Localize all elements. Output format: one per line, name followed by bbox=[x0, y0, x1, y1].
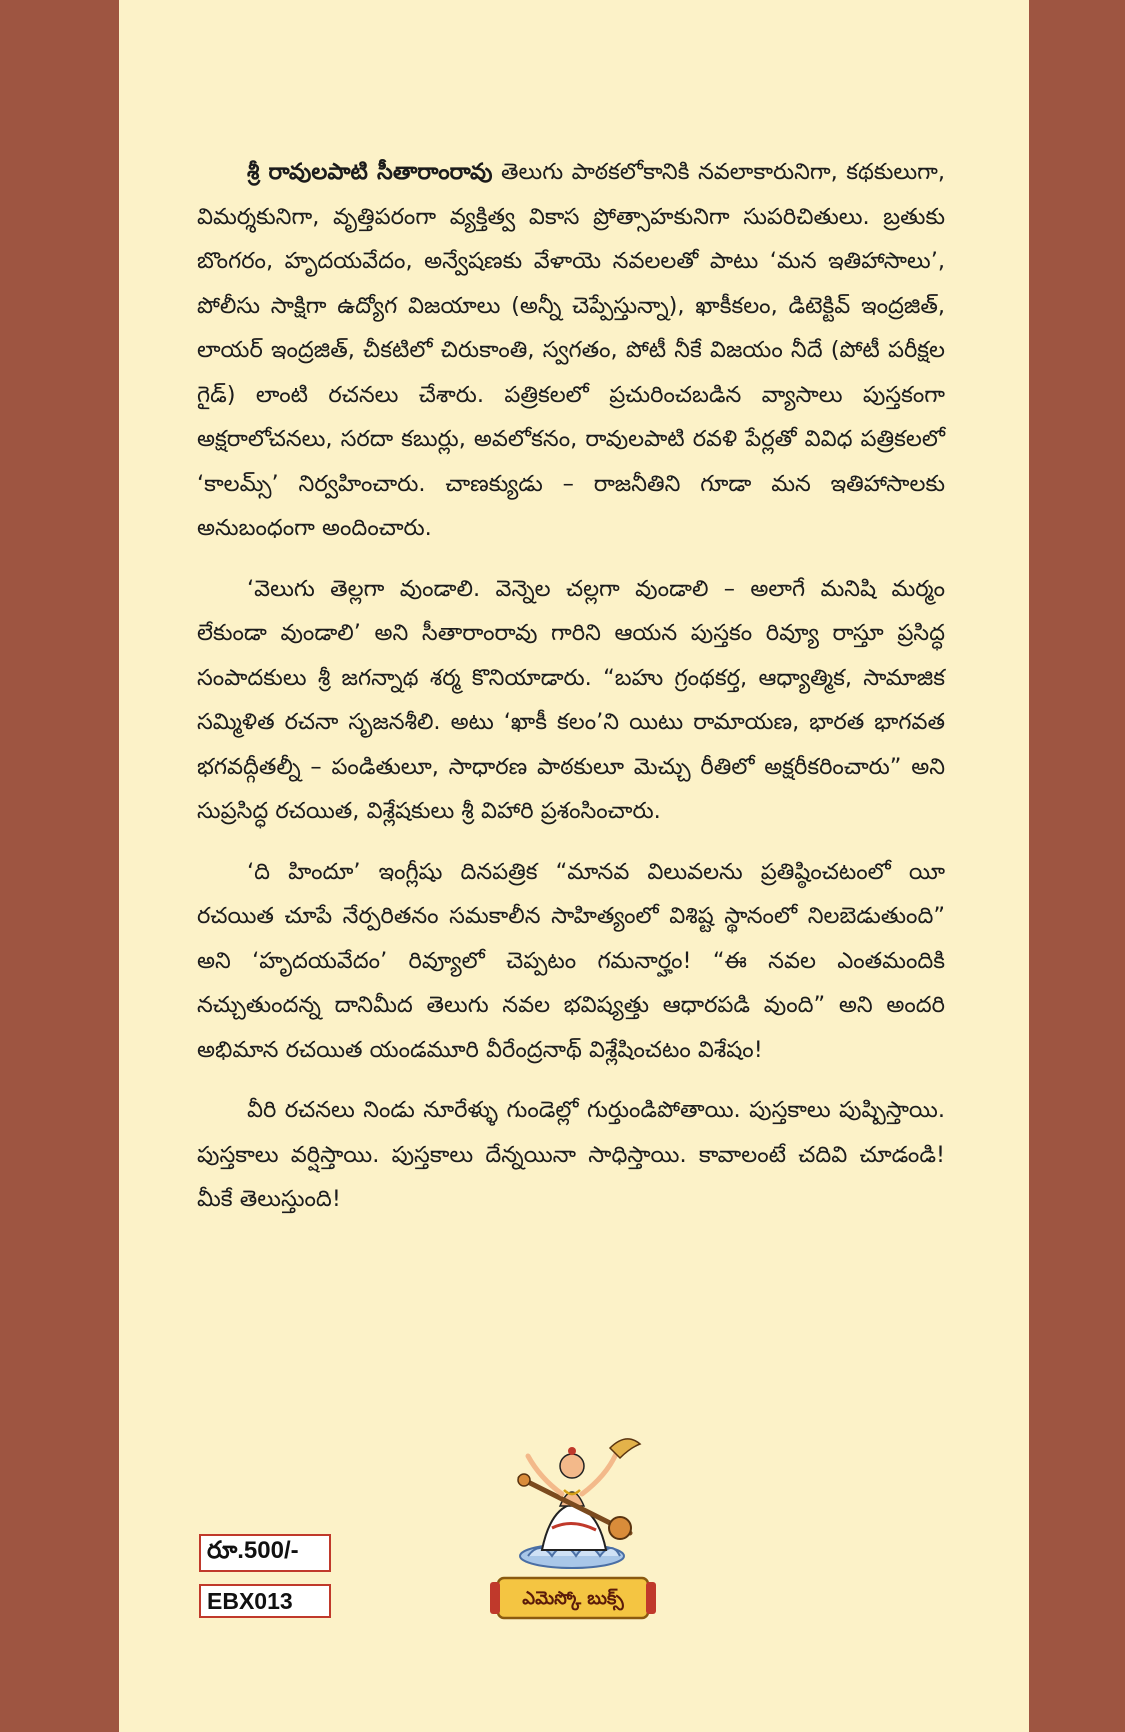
author-name: శ్రీ రావులపాటి సీతారాంరావు bbox=[247, 159, 493, 185]
paragraph-3-text: ‘ది హిందూ’ ఇంగ్లీషు దినపత్రిక “మానవ విలువలను ప్రతిష్ఠించటంలో యీ రచయిత చూపే నేర్పరితనం సమకాలీన సాహిత్యంలో విశిష్ట స్థానంలో నిలబెడుతుంది” అని ‘హృదయవేదం’ రివ్యూలో చెప్పటం గమనార్హం! “ఈ నవల ఎంతమందికి నచ్చుతుందన్న దానిమీద తెలుగు నవల భవిష్యత్తు ఆధారపడి వుంది” అని అందరి అభిమాన రచయిత యండమూరి వీరేంద్రనాథ్ విశ్లేషించటం విశేషం! bbox=[197, 858, 945, 1063]
left-border-strip bbox=[0, 0, 119, 1732]
author-blurb bbox=[197, 150, 945, 1238]
paragraph-2-text: ‘వెలుగు తెల్లగా వుండాలి. వెన్నెల చల్లగా వుండాలి – అలాగే మనిషి మర్మం లేకుండా వుండాలి’ అని సీతారాంరావు గారిని ఆయన పుస్తకం రివ్యూ రాస్తూ ప్రసిద్ధ సంపాదకులు శ్రీ జగన్నాథ శర్మ కొనియాడారు. “బహు గ్రంథకర్త, ఆధ్యాత్మిక, సామాజిక సమ్మిళిత రచనా సృజనశీలి. అటు ‘ఖాకీ కలం’ని యిటు రామాయణ, భారత భాగవత భగవద్గీతల్నీ – పండితులూ, సాధారణ పాఠకులూ మెచ్చు రీతిలో అక్షరీకరించారు” అని సుప్రసిద్ధ రచయిత, విశ్లేషకులు శ్రీ విహారి ప్రశంసించారు. bbox=[197, 575, 945, 824]
publisher-logo bbox=[480, 1418, 670, 1628]
right-border-strip bbox=[1029, 0, 1125, 1732]
price-label: రూ.500/- bbox=[199, 1534, 331, 1572]
logo-banner-text: ఎమెస్కో బుక్స్ bbox=[522, 1588, 624, 1609]
paragraph-3 bbox=[197, 850, 945, 1073]
book-code-label: EBX013 bbox=[199, 1584, 331, 1618]
paragraph-4-text: వీరి రచనలు నిండు నూరేళ్ళు గుండెల్లో గుర్తుండిపోతాయి. పుస్తకాలు పుష్పిస్తాయి. పుస్తకాలు వర్షిస్తాయి. పుస్తకాలు దేన్నయినా సాధిస్తాయి. కావాలంటే చదివి చూడండి! మీకే తెలుస్తుంది! bbox=[197, 1097, 945, 1212]
paragraph-1 bbox=[197, 150, 945, 551]
paragraph-1-text: తెలుగు పాఠకలోకానికి నవలాకారునిగా, కథకులుగా, విమర్శకునిగా, వృత్తిపరంగా వ్యక్తిత్వ వికాస ప్రోత్సాహకునిగా సుపరిచితులు. బ్రతుకు బొంగరం, హృదయవేదం, అన్వేషణకు వేళాయె నవలలతో పాటు ‘మన ఇతిహాసాలు’, పోలీసు సాక్షిగా ఉద్యోగ విజయాలు (అన్నీ చెప్పేస్తున్నా), ఖాకీకలం, డిటెక్టివ్ ఇంద్రజిత్, లాయర్ ఇంద్రజిత్, చీకటిలో చిరుకాంతి, స్వగతం, పోటీ నీకే విజయం నీదే (పోటీ పరీక్షల గైడ్) లాంటి రచనలు చేశారు. పత్రికలలో ప్రచురించబడిన వ్యాసాలు పుస్తకంగా అక్షరాలోచనలు, సరదా కబుర్లు, అవలోకనం, రావులపాటి రవళి పేర్లతో వివిధ పత్రికలలో ‘కాలమ్స్’ నిర్వహించారు. చాణక్యుడు – రాజనీతిని గూడా మన ఇతిహాసాలకు అనుబంధంగా అందించారు. bbox=[197, 159, 945, 541]
paragraph-2 bbox=[197, 567, 945, 834]
paragraph-4 bbox=[197, 1088, 945, 1222]
